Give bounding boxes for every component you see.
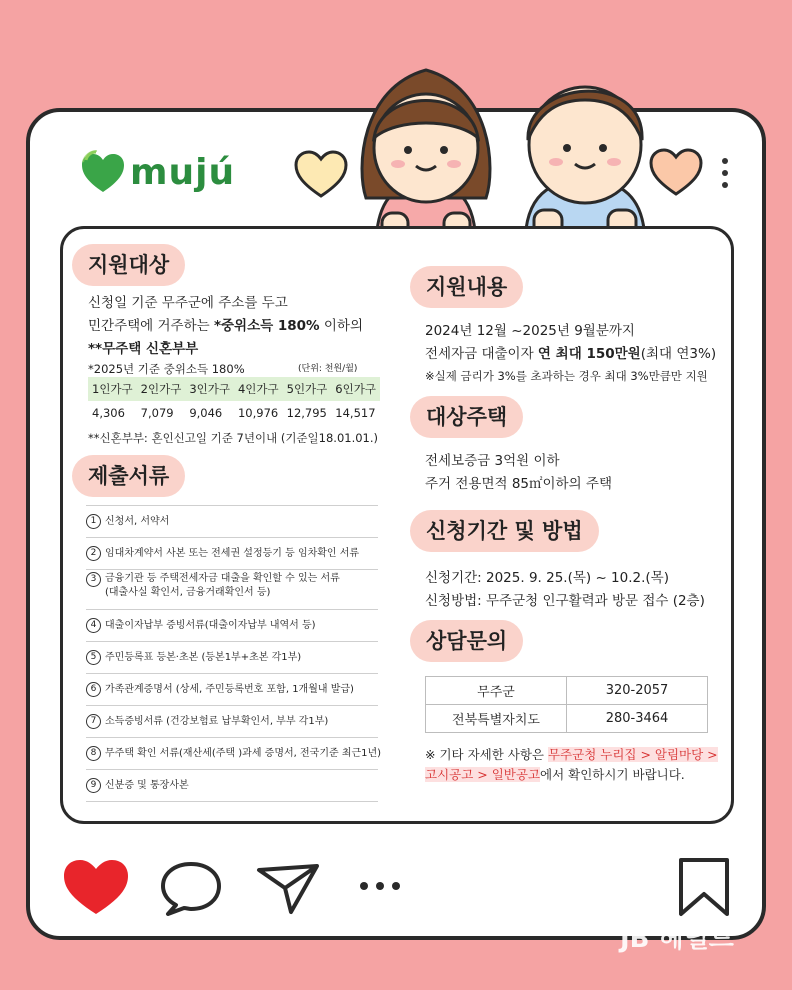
income-value-cell: 12,795 bbox=[286, 406, 327, 420]
document-item bbox=[86, 570, 378, 610]
document-item bbox=[86, 538, 378, 570]
document-item bbox=[86, 770, 378, 802]
document-text bbox=[105, 779, 189, 793]
homepage-path-link[interactable]: 무주군청 누리집 > 알림마당 > bbox=[547, 747, 718, 762]
document-line: 임대차계약서 사본 또는 전세권 설정등기 등 임차확인 서류 bbox=[105, 547, 360, 559]
item-number: 7 bbox=[86, 714, 101, 729]
support-content-heading: 지원내용 bbox=[410, 266, 523, 308]
document-text bbox=[105, 547, 359, 561]
document-line: 신분증 및 통장사본 bbox=[105, 779, 189, 791]
heart-icon[interactable] bbox=[60, 856, 132, 918]
document-item bbox=[86, 706, 378, 738]
newlywed-note: **신혼부부: 혼인신고일 기준 7년이내 (기준일18.01.01.) bbox=[88, 431, 379, 445]
document-text bbox=[105, 683, 354, 697]
girl-character-icon bbox=[356, 58, 496, 248]
target-housing-heading: 대상주택 bbox=[410, 396, 523, 438]
household-size-cell: 2인가구 bbox=[137, 377, 186, 401]
document-text bbox=[105, 515, 169, 529]
document-text bbox=[105, 747, 381, 761]
document-text bbox=[105, 651, 301, 665]
document-item bbox=[86, 506, 378, 538]
document-item bbox=[86, 610, 378, 642]
income-value-cell: 10,976 bbox=[237, 406, 279, 420]
item-number: 9 bbox=[86, 778, 101, 793]
support-content-line2: 전세자금 대출이자 연 최대 150만원(최대 연3%) bbox=[425, 346, 717, 362]
comment-icon[interactable] bbox=[158, 858, 224, 918]
documents-heading: 제출서류 bbox=[72, 455, 185, 497]
household-size-cell: 4인가구 bbox=[234, 377, 283, 401]
income-value-cell: 7,079 bbox=[140, 406, 174, 420]
support-target-line1: 신청일 기준 무주군에 주소를 두고 bbox=[88, 295, 288, 311]
target-housing-line1: 전세보증금 3억원 이하 bbox=[425, 453, 560, 469]
support-target-line3: **무주택 신혼부부 bbox=[88, 341, 199, 357]
contact-row: 무주군 320-2057 bbox=[426, 677, 708, 705]
income-table bbox=[88, 377, 380, 425]
consultation-heading: 상담문의 bbox=[410, 620, 523, 662]
document-line: 무주택 확인 서류(재산세(주택 )과세 증명서, 전국기준 최근1년) bbox=[105, 747, 382, 759]
document-line: 금융기관 등 주택전세자금 대출을 확인할 수 있는 서류 bbox=[105, 573, 340, 584]
document-line: 신청서, 서약서 bbox=[105, 515, 170, 527]
income-value-cell: 14,517 bbox=[335, 406, 376, 420]
household-size-cell: 6인가구 bbox=[331, 377, 380, 401]
support-content-note: ※실제 금리가 3%를 초과하는 경우 최대 3%만큼만 지원 bbox=[425, 369, 708, 383]
application-method: 신청방법: 무주군청 인구활력과 방문 접수 (2층) bbox=[425, 593, 705, 609]
item-number: 8 bbox=[86, 746, 101, 761]
more-options-icon[interactable] bbox=[722, 158, 728, 188]
document-item bbox=[86, 674, 378, 706]
application-heading: 신청기간 및 방법 bbox=[410, 510, 599, 552]
document-line: 가족관계증명서 (상세, 주민등록번호 포함, 1개월내 발급) bbox=[105, 683, 354, 695]
household-size-cell: 1인가구 bbox=[88, 377, 137, 401]
yellow-heart-icon bbox=[293, 148, 349, 200]
notice-path-link[interactable]: 고시공고 > 일반공고 bbox=[425, 767, 541, 782]
household-size-cell: 5인가구 bbox=[283, 377, 332, 401]
income-value-cell: 9,046 bbox=[189, 406, 223, 420]
muju-logo bbox=[80, 150, 235, 194]
document-item bbox=[86, 738, 382, 770]
more-icon[interactable] bbox=[358, 880, 402, 892]
boy-character-icon bbox=[510, 50, 660, 245]
item-number: 5 bbox=[86, 650, 101, 665]
watermark: JB 헤럴드 bbox=[620, 924, 734, 954]
logo-text: mujú bbox=[130, 151, 236, 193]
consultation-note-line1: ※ 기타 자세한 사항은 무주군청 누리집 > 알림마당 > bbox=[425, 747, 718, 762]
document-line: 주민등록표 등본·초본 (등본1부+초본 각1부) bbox=[105, 651, 302, 663]
support-content-line1: 2024년 12월 ~2025년 9월분까지 bbox=[425, 323, 635, 339]
document-line: (대출사실 확인서, 금융거래확인서 등) bbox=[105, 587, 271, 598]
document-item bbox=[86, 642, 378, 674]
support-target-line2: 민간주택에 거주하는 *중위소득 180% 이하의 bbox=[88, 318, 364, 334]
heart-leaf-icon bbox=[80, 150, 126, 194]
contact-row: 전북특별자치도 280-3464 bbox=[426, 705, 708, 733]
send-icon[interactable] bbox=[255, 860, 321, 916]
item-number: 4 bbox=[86, 618, 101, 633]
document-text bbox=[105, 572, 340, 600]
contact-table bbox=[425, 676, 708, 733]
application-period: 신청기간: 2025. 9. 25.(목) ~ 10.2.(목) bbox=[425, 570, 669, 586]
consultation-note-line2: 고시공고 > 일반공고에서 확인하시기 바랍니다. bbox=[425, 767, 685, 782]
item-number: 2 bbox=[86, 546, 101, 561]
item-number: 6 bbox=[86, 682, 101, 697]
item-number: 3 bbox=[86, 572, 101, 587]
income-table-caption: *2025년 기준 중위소득 180% bbox=[88, 362, 245, 376]
support-target-heading: 지원대상 bbox=[72, 244, 185, 286]
document-line: 소득증빙서류 (건강보험료 납부확인서, 부부 각1부) bbox=[105, 715, 329, 727]
document-text bbox=[105, 715, 328, 729]
target-housing-line2: 주거 전용면적 85㎡이하의 주택 bbox=[425, 476, 613, 492]
income-value-cell: 4,306 bbox=[92, 406, 125, 420]
bookmark-icon[interactable] bbox=[676, 856, 732, 918]
item-number: 1 bbox=[86, 514, 101, 529]
document-line: 대출이자납부 증빙서류(대출이자납부 내역서 등) bbox=[105, 619, 316, 631]
household-size-cell: 3인가구 bbox=[185, 377, 234, 401]
income-table-unit: (단위: 천원/월) bbox=[298, 364, 358, 374]
document-text bbox=[105, 619, 316, 633]
documents-list bbox=[86, 505, 382, 802]
